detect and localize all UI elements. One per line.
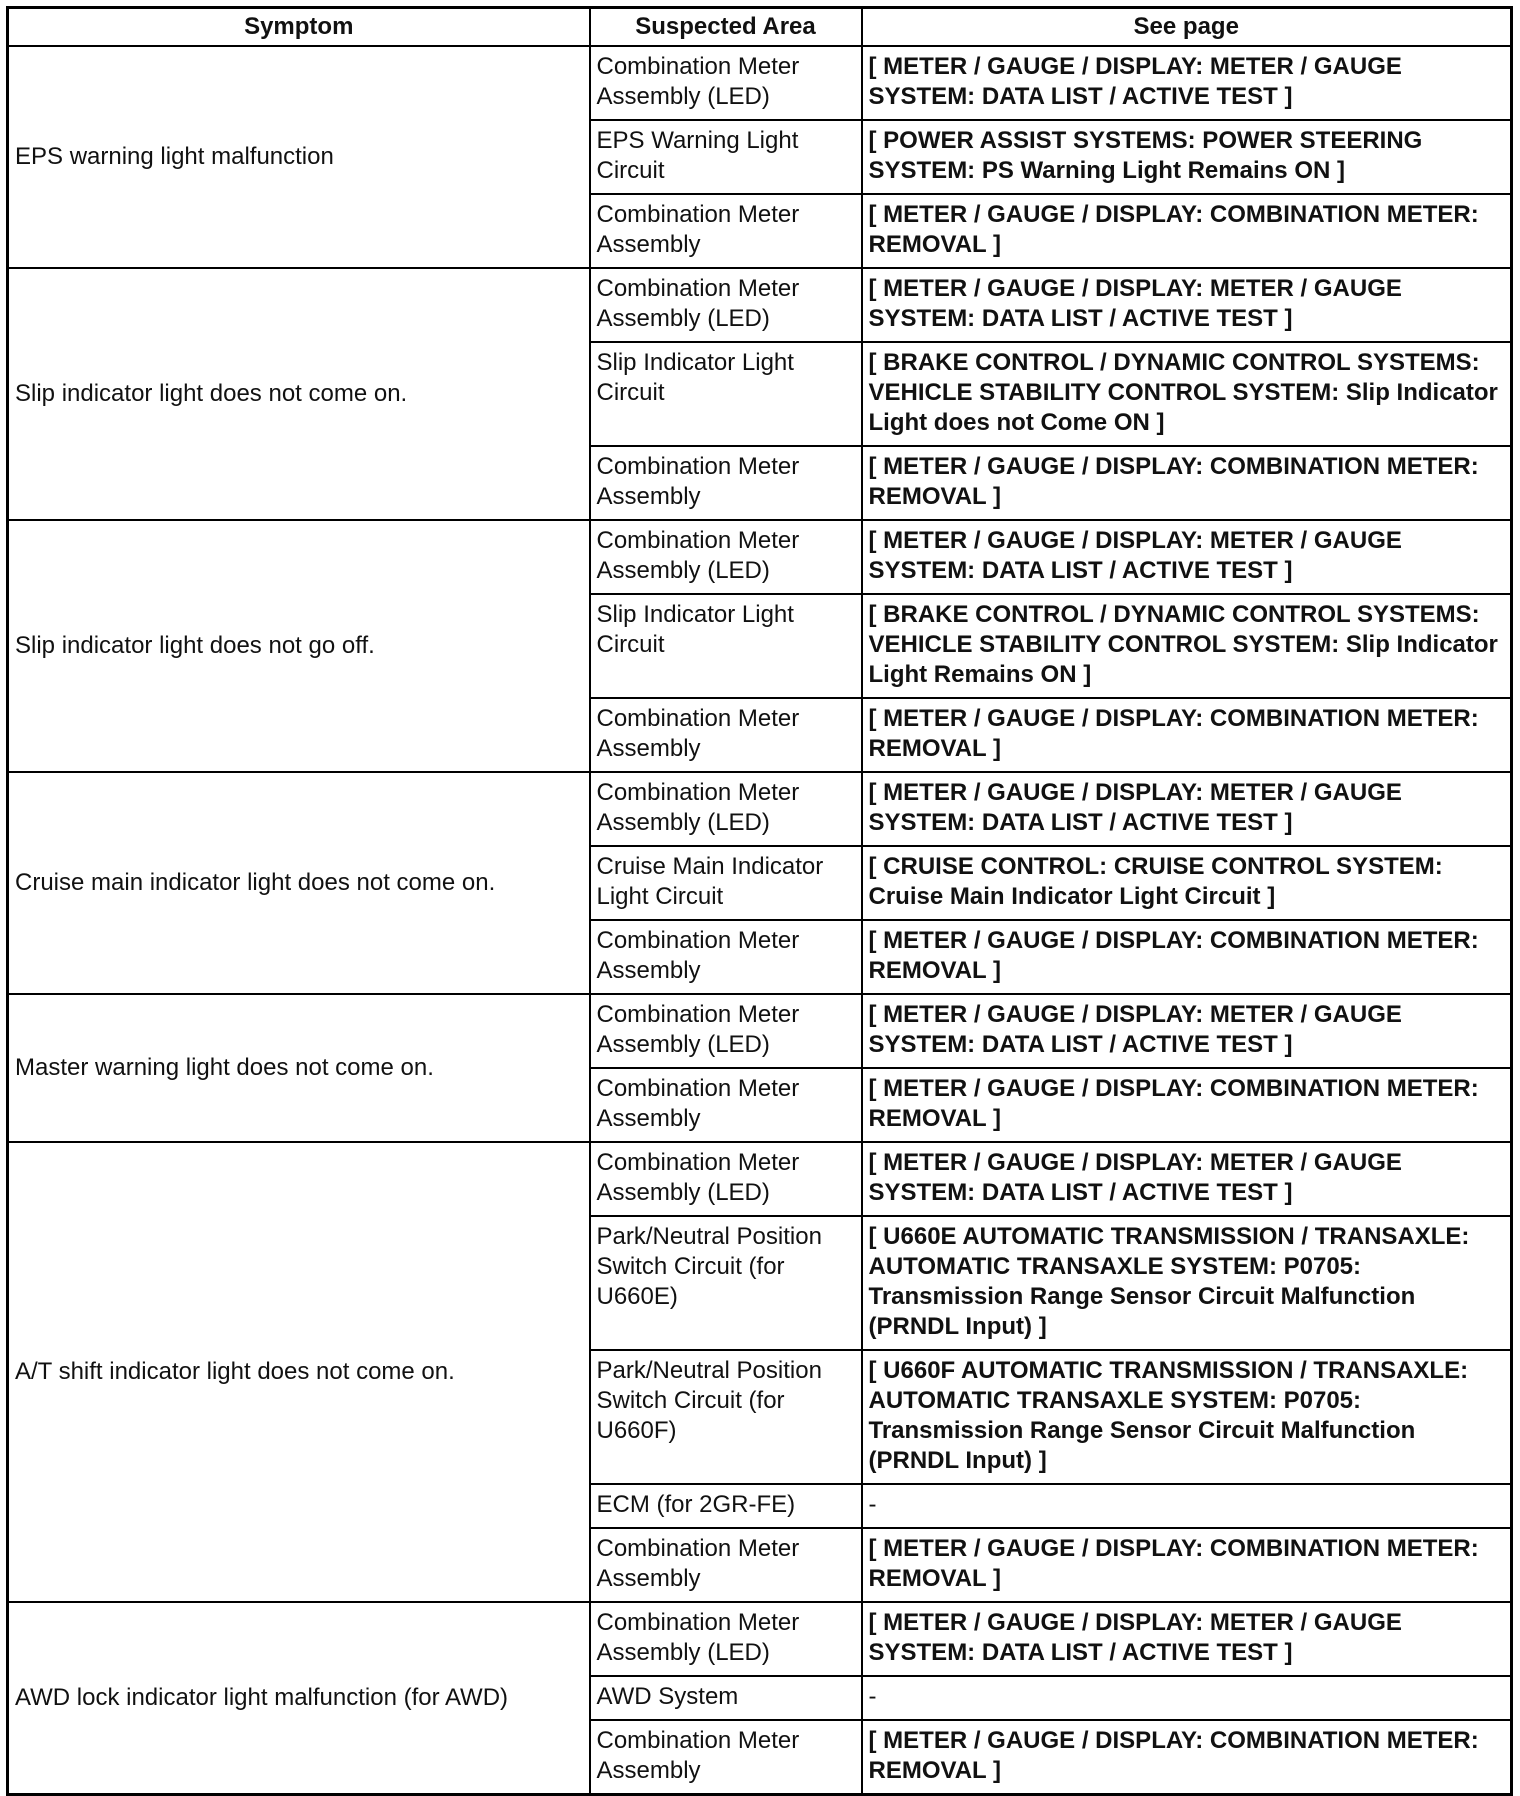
see-page-cell: [ U660E AUTOMATIC TRANSMISSION / TRANSAXLE: AUTOMATIC TRANSAXLE SYSTEM: P0705: Transmission Range Sensor Circuit Malfunction (PRNDL Input) ] <box>862 1216 1512 1350</box>
suspected-area-cell: Combination Meter Assembly <box>590 1528 862 1602</box>
see-page-cell: - <box>862 1484 1512 1528</box>
see-page-cell: [ METER / GAUGE / DISPLAY: COMBINATION METER: REMOVAL ] <box>862 446 1512 520</box>
header-suspected-area: Suspected Area <box>590 8 862 47</box>
suspected-area-cell: Combination Meter Assembly (LED) <box>590 46 862 120</box>
table-row <box>8 1602 1512 1676</box>
table-row <box>8 520 1512 594</box>
see-page-cell: [ METER / GAUGE / DISPLAY: METER / GAUGE SYSTEM: DATA LIST / ACTIVE TEST ] <box>862 1602 1512 1676</box>
table-row <box>8 1142 1512 1216</box>
suspected-area-cell: AWD System <box>590 1676 862 1720</box>
see-page-cell: [ METER / GAUGE / DISPLAY: METER / GAUGE SYSTEM: DATA LIST / ACTIVE TEST ] <box>862 772 1512 846</box>
see-page-cell: [ METER / GAUGE / DISPLAY: METER / GAUGE SYSTEM: DATA LIST / ACTIVE TEST ] <box>862 520 1512 594</box>
see-page-cell: [ METER / GAUGE / DISPLAY: COMBINATION METER: REMOVAL ] <box>862 698 1512 772</box>
see-page-cell: [ METER / GAUGE / DISPLAY: METER / GAUGE SYSTEM: DATA LIST / ACTIVE TEST ] <box>862 994 1512 1068</box>
suspected-area-cell: Combination Meter Assembly <box>590 194 862 268</box>
suspected-area-cell: Slip Indicator Light Circuit <box>590 594 862 698</box>
see-page-cell: [ METER / GAUGE / DISPLAY: COMBINATION METER: REMOVAL ] <box>862 194 1512 268</box>
symptom-cell: Master warning light does not come on. <box>8 994 590 1142</box>
suspected-area-cell: Cruise Main Indicator Light Circuit <box>590 846 862 920</box>
see-page-cell: [ METER / GAUGE / DISPLAY: METER / GAUGE SYSTEM: DATA LIST / ACTIVE TEST ] <box>862 1142 1512 1216</box>
suspected-area-cell: Park/Neutral Position Switch Circuit (for U660F) <box>590 1350 862 1484</box>
suspected-area-cell: ECM (for 2GR-FE) <box>590 1484 862 1528</box>
header-row <box>8 8 1512 47</box>
see-page-cell: [ METER / GAUGE / DISPLAY: COMBINATION METER: REMOVAL ] <box>862 1720 1512 1795</box>
symptom-cell: AWD lock indicator light malfunction (for AWD) <box>8 1602 590 1795</box>
symptom-cell: A/T shift indicator light does not come on. <box>8 1142 590 1602</box>
table-row <box>8 46 1512 120</box>
symptom-cell: Slip indicator light does not go off. <box>8 520 590 772</box>
see-page-cell: [ BRAKE CONTROL / DYNAMIC CONTROL SYSTEMS: VEHICLE STABILITY CONTROL SYSTEM: Slip Indicator Light Remains ON ] <box>862 594 1512 698</box>
suspected-area-cell: EPS Warning Light Circuit <box>590 120 862 194</box>
see-page-cell: [ METER / GAUGE / DISPLAY: METER / GAUGE SYSTEM: DATA LIST / ACTIVE TEST ] <box>862 46 1512 120</box>
suspected-area-cell: Combination Meter Assembly (LED) <box>590 1602 862 1676</box>
symptom-cell: Slip indicator light does not come on. <box>8 268 590 520</box>
symptom-cell: EPS warning light malfunction <box>8 46 590 268</box>
suspected-area-cell: Combination Meter Assembly <box>590 446 862 520</box>
table-row <box>8 772 1512 846</box>
see-page-cell: [ METER / GAUGE / DISPLAY: COMBINATION METER: REMOVAL ] <box>862 920 1512 994</box>
see-page-cell: [ U660F AUTOMATIC TRANSMISSION / TRANSAXLE: AUTOMATIC TRANSAXLE SYSTEM: P0705: Transmission Range Sensor Circuit Malfunction (PRNDL Input) ] <box>862 1350 1512 1484</box>
suspected-area-cell: Slip Indicator Light Circuit <box>590 342 862 446</box>
header-symptom: Symptom <box>8 8 590 47</box>
see-page-cell: - <box>862 1676 1512 1720</box>
see-page-cell: [ METER / GAUGE / DISPLAY: METER / GAUGE SYSTEM: DATA LIST / ACTIVE TEST ] <box>862 268 1512 342</box>
see-page-cell: [ BRAKE CONTROL / DYNAMIC CONTROL SYSTEMS: VEHICLE STABILITY CONTROL SYSTEM: Slip Indicator Light does not Come ON ] <box>862 342 1512 446</box>
suspected-area-cell: Combination Meter Assembly (LED) <box>590 520 862 594</box>
suspected-area-cell: Combination Meter Assembly <box>590 920 862 994</box>
suspected-area-cell: Combination Meter Assembly <box>590 1720 862 1795</box>
table-row <box>8 994 1512 1068</box>
suspected-area-cell: Combination Meter Assembly <box>590 698 862 772</box>
suspected-area-cell: Combination Meter Assembly (LED) <box>590 994 862 1068</box>
see-page-cell: [ METER / GAUGE / DISPLAY: COMBINATION METER: REMOVAL ] <box>862 1068 1512 1142</box>
suspected-area-cell: Park/Neutral Position Switch Circuit (for U660E) <box>590 1216 862 1350</box>
suspected-area-cell: Combination Meter Assembly (LED) <box>590 772 862 846</box>
see-page-cell: [ POWER ASSIST SYSTEMS: POWER STEERING SYSTEM: PS Warning Light Remains ON ] <box>862 120 1512 194</box>
table-row <box>8 268 1512 342</box>
see-page-cell: [ CRUISE CONTROL: CRUISE CONTROL SYSTEM: Cruise Main Indicator Light Circuit ] <box>862 846 1512 920</box>
header-see-page: See page <box>862 8 1512 47</box>
see-page-cell: [ METER / GAUGE / DISPLAY: COMBINATION METER: REMOVAL ] <box>862 1528 1512 1602</box>
suspected-area-cell: Combination Meter Assembly <box>590 1068 862 1142</box>
symptom-cell: Cruise main indicator light does not come on. <box>8 772 590 994</box>
suspected-area-cell: Combination Meter Assembly (LED) <box>590 268 862 342</box>
troubleshooting-table <box>6 6 1513 1796</box>
suspected-area-cell: Combination Meter Assembly (LED) <box>590 1142 862 1216</box>
